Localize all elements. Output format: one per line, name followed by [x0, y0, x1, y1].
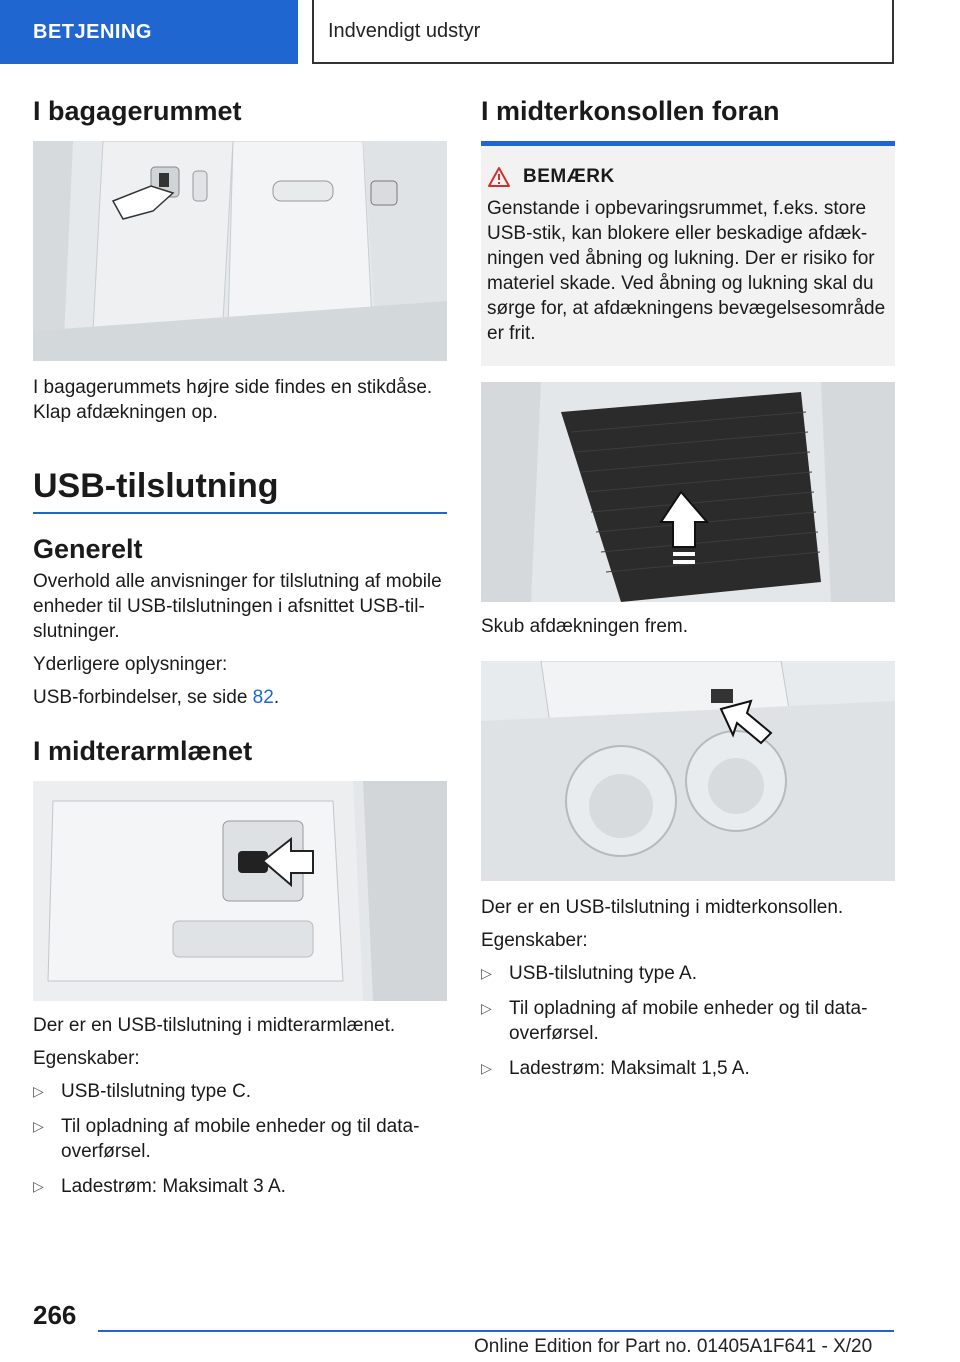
- console-props-label: Egenskaber:: [481, 930, 588, 951]
- usb-reference: USB-forbindelser, se side 82.: [33, 687, 280, 708]
- section-tab: [312, 0, 894, 64]
- section-title-midterarmlaenet: I midterarmlænet: [33, 736, 253, 766]
- console-cover-image: [481, 382, 895, 602]
- armrest-props-list: [33, 1079, 447, 1199]
- edition-info: Online Edition for Part no. 01405A1F641 - X/20: [474, 1336, 873, 1357]
- chapter-tab: [0, 0, 298, 64]
- list-item: ▷ Til opladning af mobile enheder og til dataoverførsel.: [481, 998, 868, 1044]
- more-info-label: Yderligere oplysninger:: [33, 654, 228, 675]
- console-usb-image: [481, 661, 895, 881]
- list-item: ▷ Til opladning af mobile enheder og til dataoverførsel.: [33, 1116, 420, 1162]
- triangle-bullet-icon: ▷: [481, 1000, 492, 1016]
- triangle-bullet-icon: ▷: [481, 1060, 492, 1076]
- page-link-82[interactable]: 82: [252, 687, 274, 708]
- footer-divider: [98, 1330, 894, 1332]
- notice-box: [481, 146, 895, 366]
- triangle-bullet-icon: ▷: [33, 1178, 44, 1194]
- trunk-socket-image: [33, 141, 447, 361]
- armrest-usb-image: [33, 781, 447, 1001]
- armrest-text: Der er en USB-tilslutning i midterarmlænet.: [33, 1015, 396, 1036]
- trunk-text: I bagagerummets højre side findes en stikdåse. Klap afdækningen op.: [33, 377, 433, 423]
- armrest-props-label: Egenskaber:: [33, 1048, 140, 1069]
- generelt-text: Overhold alle anvisninger for tilslutning af mobile enheder til USB-tilslutningen i afsnittet USB-tilslutninger.: [33, 571, 442, 642]
- list-item: ▷ USB-tilslutning type A.: [481, 963, 697, 984]
- notice-text: Genstande i opbevaringsrummet, f.eks. store USB-stik, kan blokere eller beskadige afdækningen ved åbning og lukning. Der er risiko for materiel skade. Ved åbning og lukning skal du sørge for, at afdækningens bevægelsesområde er frit.: [487, 198, 886, 344]
- console-caption: Skub afdækningen frem.: [481, 616, 689, 637]
- subtitle-generelt: Generelt: [33, 534, 143, 564]
- warning-icon: [487, 166, 511, 188]
- page-number: 266: [33, 1300, 77, 1330]
- triangle-bullet-icon: ▷: [33, 1083, 44, 1099]
- right-column: [481, 96, 895, 1091]
- left-column: [33, 96, 447, 1209]
- trunk-socket-illustration: [33, 141, 447, 361]
- console-props-list: [481, 961, 895, 1081]
- triangle-bullet-icon: ▷: [33, 1118, 44, 1134]
- triangle-bullet-icon: ▷: [481, 965, 492, 981]
- list-item: ▷ USB-tilslutning type C.: [33, 1081, 252, 1102]
- console-usb-illustration: [481, 661, 895, 881]
- chapter-label: BETJENING: [33, 20, 152, 43]
- chapter-title-usb: USB-tilslutning: [33, 467, 447, 514]
- list-item: ▷ Ladestrøm: Maksimalt 3 A.: [33, 1176, 286, 1197]
- console-text: Der er en USB-tilslutning i midterkonsollen.: [481, 897, 844, 918]
- notice-label: BEMÆRK: [523, 166, 615, 187]
- section-label: Indvendigt udstyr: [328, 19, 481, 42]
- armrest-usb-illustration: [33, 781, 447, 1001]
- section-title-bagagerummet: I bagagerummet: [33, 96, 242, 126]
- console-cover-illustration: [481, 382, 895, 602]
- section-title-midterkonsollen: I midterkonsollen foran: [481, 96, 895, 146]
- list-item: ▷ Ladestrøm: Maksimalt 1,5 A.: [481, 1058, 750, 1079]
